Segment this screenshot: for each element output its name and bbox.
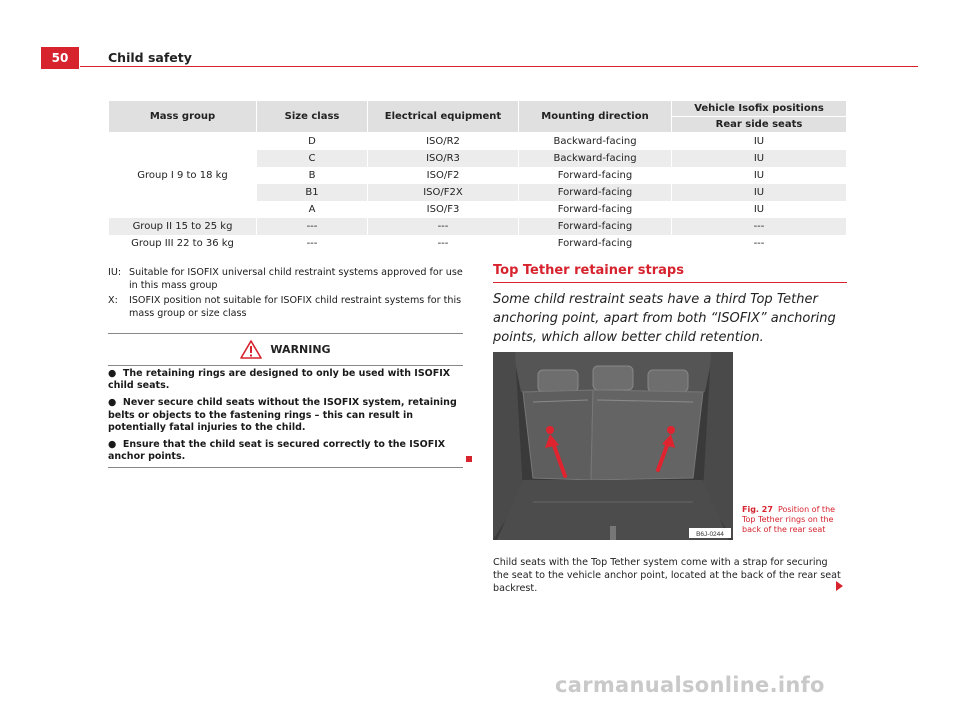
footnote-key: X: <box>108 295 118 306</box>
equipment-cell: --- <box>368 235 519 252</box>
equipment-cell: ISO/F3 <box>368 201 519 218</box>
rear-seats-cell: IU <box>672 201 847 218</box>
equipment-cell: ISO/F2X <box>368 184 519 201</box>
mounting-cell: Forward-facing <box>519 218 672 235</box>
rear-seats-cell: IU <box>672 167 847 184</box>
col-header-vehicle-positions: Vehicle Isofix positions <box>672 101 847 117</box>
tether-heading: Top Tether retainer straps <box>493 263 684 278</box>
isofix-table <box>108 100 847 252</box>
warning-title: WARNING <box>270 343 331 356</box>
footnote <box>108 294 468 320</box>
mounting-cell: Backward-facing <box>519 150 672 167</box>
equipment-cell: --- <box>368 218 519 235</box>
footnote-text: ISOFIX position not suitable for ISOFIX child restraint systems for this mass group or size class <box>129 295 462 319</box>
bullet: ● <box>108 439 123 451</box>
size-class-cell: --- <box>257 218 368 235</box>
size-class-cell: --- <box>257 235 368 252</box>
warning-item-text: Never secure child seats without the ISOFIX system, retaining belts or objects to the fastening rings – this can result in potentially fatal injuries to the child. <box>108 397 457 433</box>
header-rule <box>80 66 918 67</box>
figure-caption-text: Position of the Top Tether rings on the back of the rear seat <box>742 505 836 534</box>
rear-seats-cell: --- <box>672 235 847 252</box>
continue-arrow-icon <box>836 581 843 591</box>
page-number: 50 <box>41 47 79 69</box>
equipment-cell: ISO/R2 <box>368 133 519 151</box>
rear-seats-cell: IU <box>672 184 847 201</box>
warning-item <box>108 368 463 392</box>
group-cell: Group I 9 to 18 kg <box>109 133 257 219</box>
footnotes <box>108 266 468 322</box>
footnote-key: IU: <box>108 267 122 278</box>
rear-seats-cell: IU <box>672 133 847 151</box>
warning-item-text: Ensure that the child seat is secured correctly to the ISOFIX anchor points. <box>108 439 446 463</box>
equipment-cell: ISO/F2 <box>368 167 519 184</box>
section-title: Child safety <box>108 50 192 65</box>
mounting-cell: Backward-facing <box>519 133 672 151</box>
figure-27-image <box>493 352 733 540</box>
mounting-cell: Forward-facing <box>519 167 672 184</box>
section-end-mark <box>466 456 472 462</box>
tether-intro: Some child restraint seats have a third Top Tether anchoring point, apart from both “ISOFIX” anchoring points, which allow better child retention. <box>493 292 836 345</box>
col-header-mass-group: Mass group <box>109 101 257 133</box>
watermark: carmanualsonline.info <box>555 673 825 697</box>
col-header-electrical-equipment: Electrical equipment <box>368 101 519 133</box>
group-cell: Group III 22 to 36 kg <box>109 235 257 252</box>
table-row <box>109 133 847 151</box>
group-cell: Group II 15 to 25 kg <box>109 218 257 235</box>
size-class-cell: C <box>257 150 368 167</box>
footnote-text: Suitable for ISOFIX universal child restraint systems approved for use in this mass group <box>129 267 463 291</box>
table-row <box>109 218 847 235</box>
heading-rule <box>493 282 847 283</box>
warning-header <box>108 334 463 366</box>
tether-body: Child seats with the Top Tether system come with a strap for securing the seat to the vehicle anchor point, located at the back of the rear seat backrest. <box>493 557 841 594</box>
rear-seats-cell: IU <box>672 150 847 167</box>
equipment-cell: ISO/R3 <box>368 150 519 167</box>
size-class-cell: A <box>257 201 368 218</box>
bullet: ● <box>108 368 123 379</box>
warning-list <box>108 368 463 468</box>
size-class-cell: D <box>257 133 368 151</box>
col-header-size-class: Size class <box>257 101 368 133</box>
warning-triangle-icon <box>240 340 262 359</box>
footnote <box>108 266 468 292</box>
figure-caption <box>742 505 850 535</box>
col-header-rear-side-seats: Rear side seats <box>672 117 847 133</box>
mounting-cell: Forward-facing <box>519 201 672 218</box>
figure-label: Fig. 27 <box>742 505 773 514</box>
bullet: ● <box>108 397 123 409</box>
warning-item <box>108 397 463 434</box>
table-row <box>109 235 847 252</box>
figure-code: B6J-0244 <box>696 531 724 538</box>
mounting-cell: Forward-facing <box>519 235 672 252</box>
warning-box <box>108 333 463 468</box>
size-class-cell: B <box>257 167 368 184</box>
size-class-cell: B1 <box>257 184 368 201</box>
warning-item-text: The retaining rings are designed to only be used with ISOFIX child seats. <box>108 368 451 392</box>
warning-item <box>108 439 463 463</box>
rear-seat-illustration <box>493 352 733 540</box>
mounting-cell: Forward-facing <box>519 184 672 201</box>
col-header-mounting-direction: Mounting direction <box>519 101 672 133</box>
rear-seats-cell: --- <box>672 218 847 235</box>
